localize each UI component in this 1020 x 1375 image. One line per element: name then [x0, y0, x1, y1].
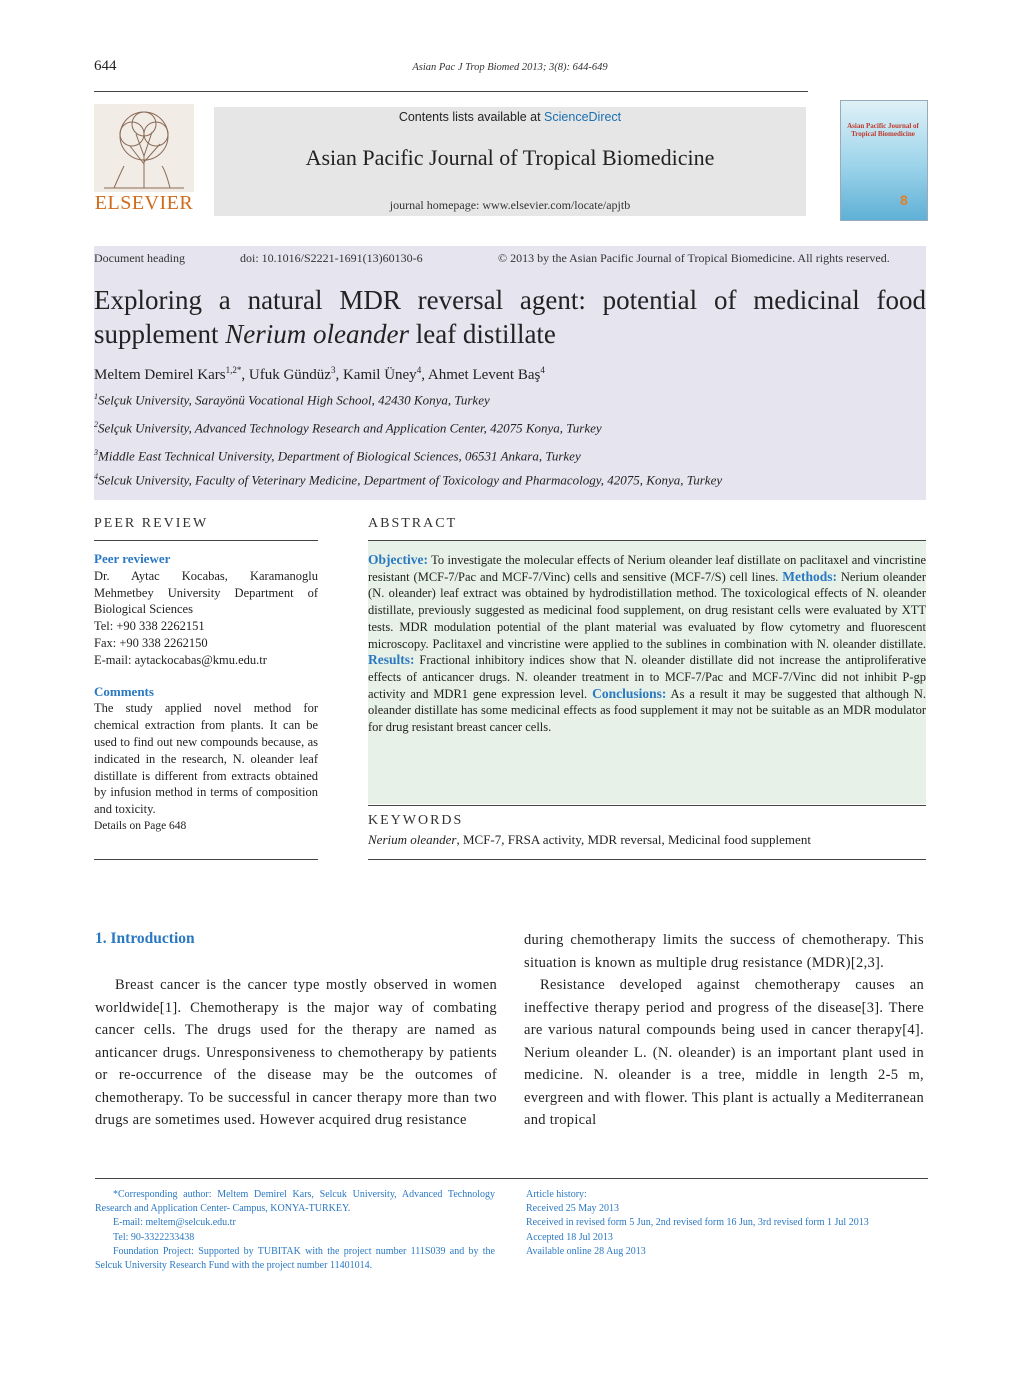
footnote-tel: Tel: 90-3322233438: [113, 1231, 195, 1243]
sciencedirect-link[interactable]: ScienceDirect: [544, 110, 622, 124]
contents-prefix: Contents lists available at: [398, 110, 545, 124]
foundation-project: Foundation Project: Supported by TUBITAK with the project number 111S039 and by the Selcuk University Research Fund with the project number 11401014.: [95, 1245, 495, 1272]
author-list: Meltem Demirel Kars$^{1,2*}$, Ufuk Gündüz$^3$, Kamil Üney$^4$, Ahmet Levent Baş$^4$: [94, 365, 545, 383]
corresponding-author: *Corresponding author: Meltem Demirel Kars, Selcuk University, Advanced Technology Research and Application Center- Campus, KONYA-TURKEY.: [95, 1189, 495, 1215]
body-right-column: [524, 929, 924, 1132]
publisher-logo-text: ELSEVIER: [94, 192, 194, 214]
footnote-rule: [95, 1178, 928, 1179]
journal-name: Asian Pacific Journal of Tropical Biomedicine: [305, 145, 715, 170]
body-left-column: [95, 974, 497, 1132]
history-online: Available online 28 Aug 2013: [526, 1245, 646, 1257]
affiliation: $^3$Middle East Technical University, Department of Biological Sciences, 06531 Ankara, Turkey: [94, 448, 581, 464]
methods-label: Methods:: [782, 568, 837, 584]
footnote-email: E-mail: meltem@selcuk.edu.tr: [113, 1217, 236, 1229]
affiliation: $^1$Selçuk University, Sarayönü Vocational High School, 42430 Konya, Turkey: [94, 392, 490, 408]
page-number: 644: [94, 58, 117, 74]
objective-label: Objective:: [368, 552, 428, 567]
body-paragraph: during chemotherapy limits the success of chemotherapy. This situation is known as multiple drug resistance (MDR)[2,3].: [524, 932, 924, 971]
peer-review-rule: [94, 540, 318, 541]
cover-issue-number: 8: [900, 192, 908, 208]
conclusions-label: Conclusions:: [592, 685, 667, 701]
keywords-bottom-rule: [368, 859, 926, 860]
journal-homepage[interactable]: journal homepage: www.elsevier.com/locate/apjtb: [389, 198, 631, 212]
introduction-heading: 1. Introduction: [95, 930, 195, 947]
details-page: Details on Page 648: [94, 819, 187, 832]
comments-label: Comments: [94, 683, 154, 699]
peer-reviewer-text: Dr. Aytac Kocabas, Karamanoglu Mehmetbey University Department of Biological Sciences: [94, 568, 318, 617]
cover-title: Asian Pacific Journal of Tropical Biomedicine: [847, 122, 919, 138]
peer-review-column: [94, 551, 318, 835]
journal-cover-image: [840, 100, 928, 221]
peer-review-heading: PEER REVIEW: [94, 516, 209, 531]
keywords-list: Nerium oleander, MCF-7, FRSA activity, MDR reversal, Medicinal food supplement: [368, 832, 811, 847]
comments-text: The study applied novel method for chemical extraction from plants. It can be used to find out new compounds because, as indicated in the research, N. oleander leaf distillate is different from extracts obtained by infusion method in terms of composition and toxicity.: [94, 701, 318, 817]
footnotes-left: [95, 1188, 495, 1273]
author: Kamil Üney: [342, 367, 417, 383]
running-head: Asian Pac J Trop Biomed 2013; 3(8): 644-649: [412, 62, 608, 73]
article-title: Exploring a natural MDR reversal agent: potential of medicinal food supplement Nerium oleander leaf distillate: [94, 285, 926, 349]
doi[interactable]: doi: 10.1016/S2221-1691(13)60130-6: [240, 251, 423, 265]
peer-reviewer-fax: Fax: +90 338 2262150: [94, 635, 208, 650]
peer-review-bottom-rule: [94, 859, 318, 860]
affiliation: $^2$Selçuk University, Advanced Technology Research and Application Center, 42075 Konya, Turkey: [94, 420, 602, 436]
author: Ufuk Gündüz: [248, 367, 331, 383]
peer-reviewer-label: Peer reviewer: [94, 551, 171, 566]
history-accepted: Accepted 18 Jul 2013: [526, 1231, 613, 1243]
history-revised: Received in revised form 5 Jun, 2nd revised form 16 Jun, 3rd revised form 1 Jul 2013: [526, 1217, 869, 1229]
history-received: Received 25 May 2013: [526, 1203, 620, 1215]
abstract-heading: ABSTRACT: [368, 516, 458, 531]
body-paragraph: Breast cancer is the cancer type mostly observed in women worldwide[1]. Chemotherapy is the major way of combating cancer cells. The drugs used for the therapy are named as anticancer drugs. Unresponsiveness to chemotherapy by patients or re-occurrence of the disease may be the outcomes of chemotherapy. To be successful in cancer therapy more than two drugs are sometimes used. However acquired drug resistance: [95, 977, 497, 1128]
author: Ahmet Levent Baş: [427, 367, 541, 383]
history-label: Article history:: [526, 1189, 587, 1200]
document-heading: Document heading: [94, 251, 185, 265]
results-label: Results:: [368, 652, 415, 668]
contents-line: [214, 110, 806, 124]
title-species: Nerium oleander: [225, 319, 409, 349]
copyright: © 2013 by the Asian Pacific Journal of Tropical Biomedicine. All rights reserved.: [498, 251, 890, 265]
peer-reviewer-email: E-mail: aytackocabas@kmu.edu.tr: [94, 652, 267, 667]
affiliation: $^4$Selcuk University, Faculty of Veterinary Medicine, Department of Toxicology and Pharmacology, 42075, Konya, Turkey: [94, 472, 723, 488]
abstract-text: Objective: To investigate the molecular effects of Nerium oleander leaf distillate on paclitaxel and vincristine resistant (MCF-7/Pac and MCF-7/Vinc) cells and sensitive (MCF-7/S) cell lines. Methods: Nerium oleander (N. oleander) leaf extract was obtained by hydrodistillation method. The toxicological effects of N. oleander distillate, previously suggested as medicinal food supplement, on drug resistant cells were evaluated by XTT tests. MDR modulation potential of the plant material was evaluated by flow cytometry and fluorescent microscopy. Paclitaxel and vincristine were applied to the sublines in combination with N. oleander distillate. Results: Fractional inhibitory indices show that N. oleander distillate did not increase the antiproliferative effects of anticancer drugs. N. oleander treatment in to MCF-7/Pac and MCF-7/Vinc did not inhibit P-gp activity and MDR1 gene expression level. Conclusions: As a result it may be suggested that although N. oleander distillate has some medicinal effects as food supplement it may not be suitable as an MDR modulator for drug resistant breast cancer cells.: [368, 552, 926, 735]
keywords-heading: KEYWORDS: [368, 813, 464, 828]
article-history: [526, 1188, 926, 1259]
author: Meltem Demirel Kars: [94, 367, 226, 383]
peer-reviewer-tel: Tel: +90 338 2262151: [94, 619, 205, 634]
header-rule: [94, 91, 808, 92]
body-paragraph: Resistance developed against chemotherapy causes an ineffective therapy period and progress of the disease[3]. There are various natural compounds being used in cancer therapy[4]. Nerium oleander L. (N. oleander) is an important plant used in medicine. N. oleander is a tree, middle in length 2-5 m, evergreen and with flower. This plant is actually a Mediterranean and tropical: [524, 977, 924, 1128]
keywords-rule: [368, 805, 926, 806]
